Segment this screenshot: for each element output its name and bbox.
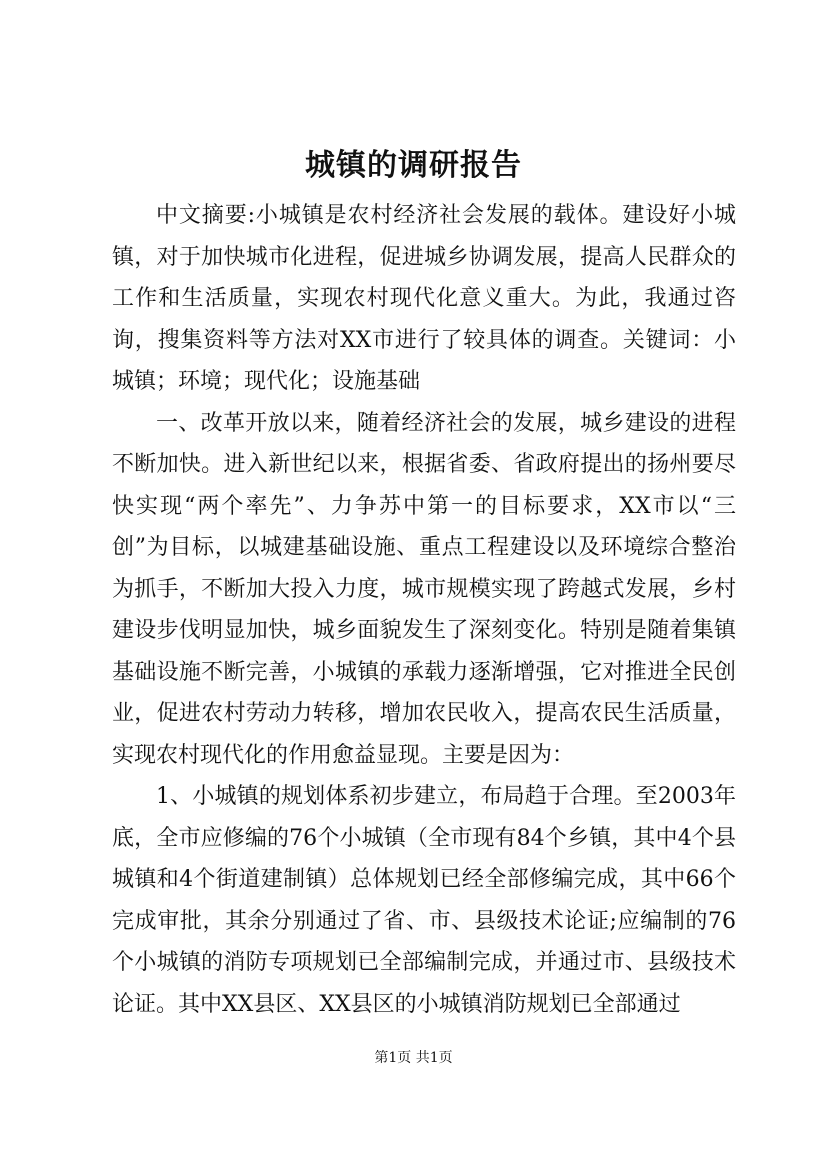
paragraph-section-one: 一、改革开放以来，随着经济社会的发展，城乡建设的进程不断加快。进入新世纪以来，根据省委、省政府提出的扬州要尽快实现“两个率先”、力争苏中第一的目标要求，XX市以“三创”为目标，以城建基础设施、重点工程建设以及环境综合整治为抓手，不断加大投入力度，城市规模实现了跨越式发展，乡村建设步伐明显加快，城乡面貌发生了深刻变化。特别是随着集镇基础设施不断完善，小城镇的承载力逐渐增强，它对推进全民创业，促进农村劳动力转移，增加农民收入，提高农民生活质量，实现农村现代化的作用愈益显现。主要是因为：: [112, 410, 736, 768]
document-body: [112, 195, 736, 1025]
paragraph-abstract: 中文摘要:小城镇是农村经济社会发展的载体。建设好小城镇，对于加快城市化进程，促进城乡协调发展，提高人民群众的工作和生活质量，实现农村现代化意义重大。为此，我通过咨询，搜集资料等方法对XX市进行了较具体的调查。关键词：小城镇；环境；现代化；设施基础: [112, 203, 736, 394]
paragraph-point-one: 1、小城镇的规划体系初步建立，布局趋于合理。至2003年底，全市应修编的76个小城镇（全市现有84个乡镇，其中4个县城镇和4个街道建制镇）总体规划已经全部修编完成，其中66个完成审批，其余分别通过了省、市、县级技术论证;应编制的76个小城镇的消防专项规划已全部编制完成，并通过市、县级技术论证。其中XX县区、XX县区的小城镇消防规划已全部通过: [112, 784, 736, 1017]
document-title: 城镇的调研报告: [305, 148, 522, 183]
page-footer: 第1页 共1页: [374, 1050, 453, 1066]
